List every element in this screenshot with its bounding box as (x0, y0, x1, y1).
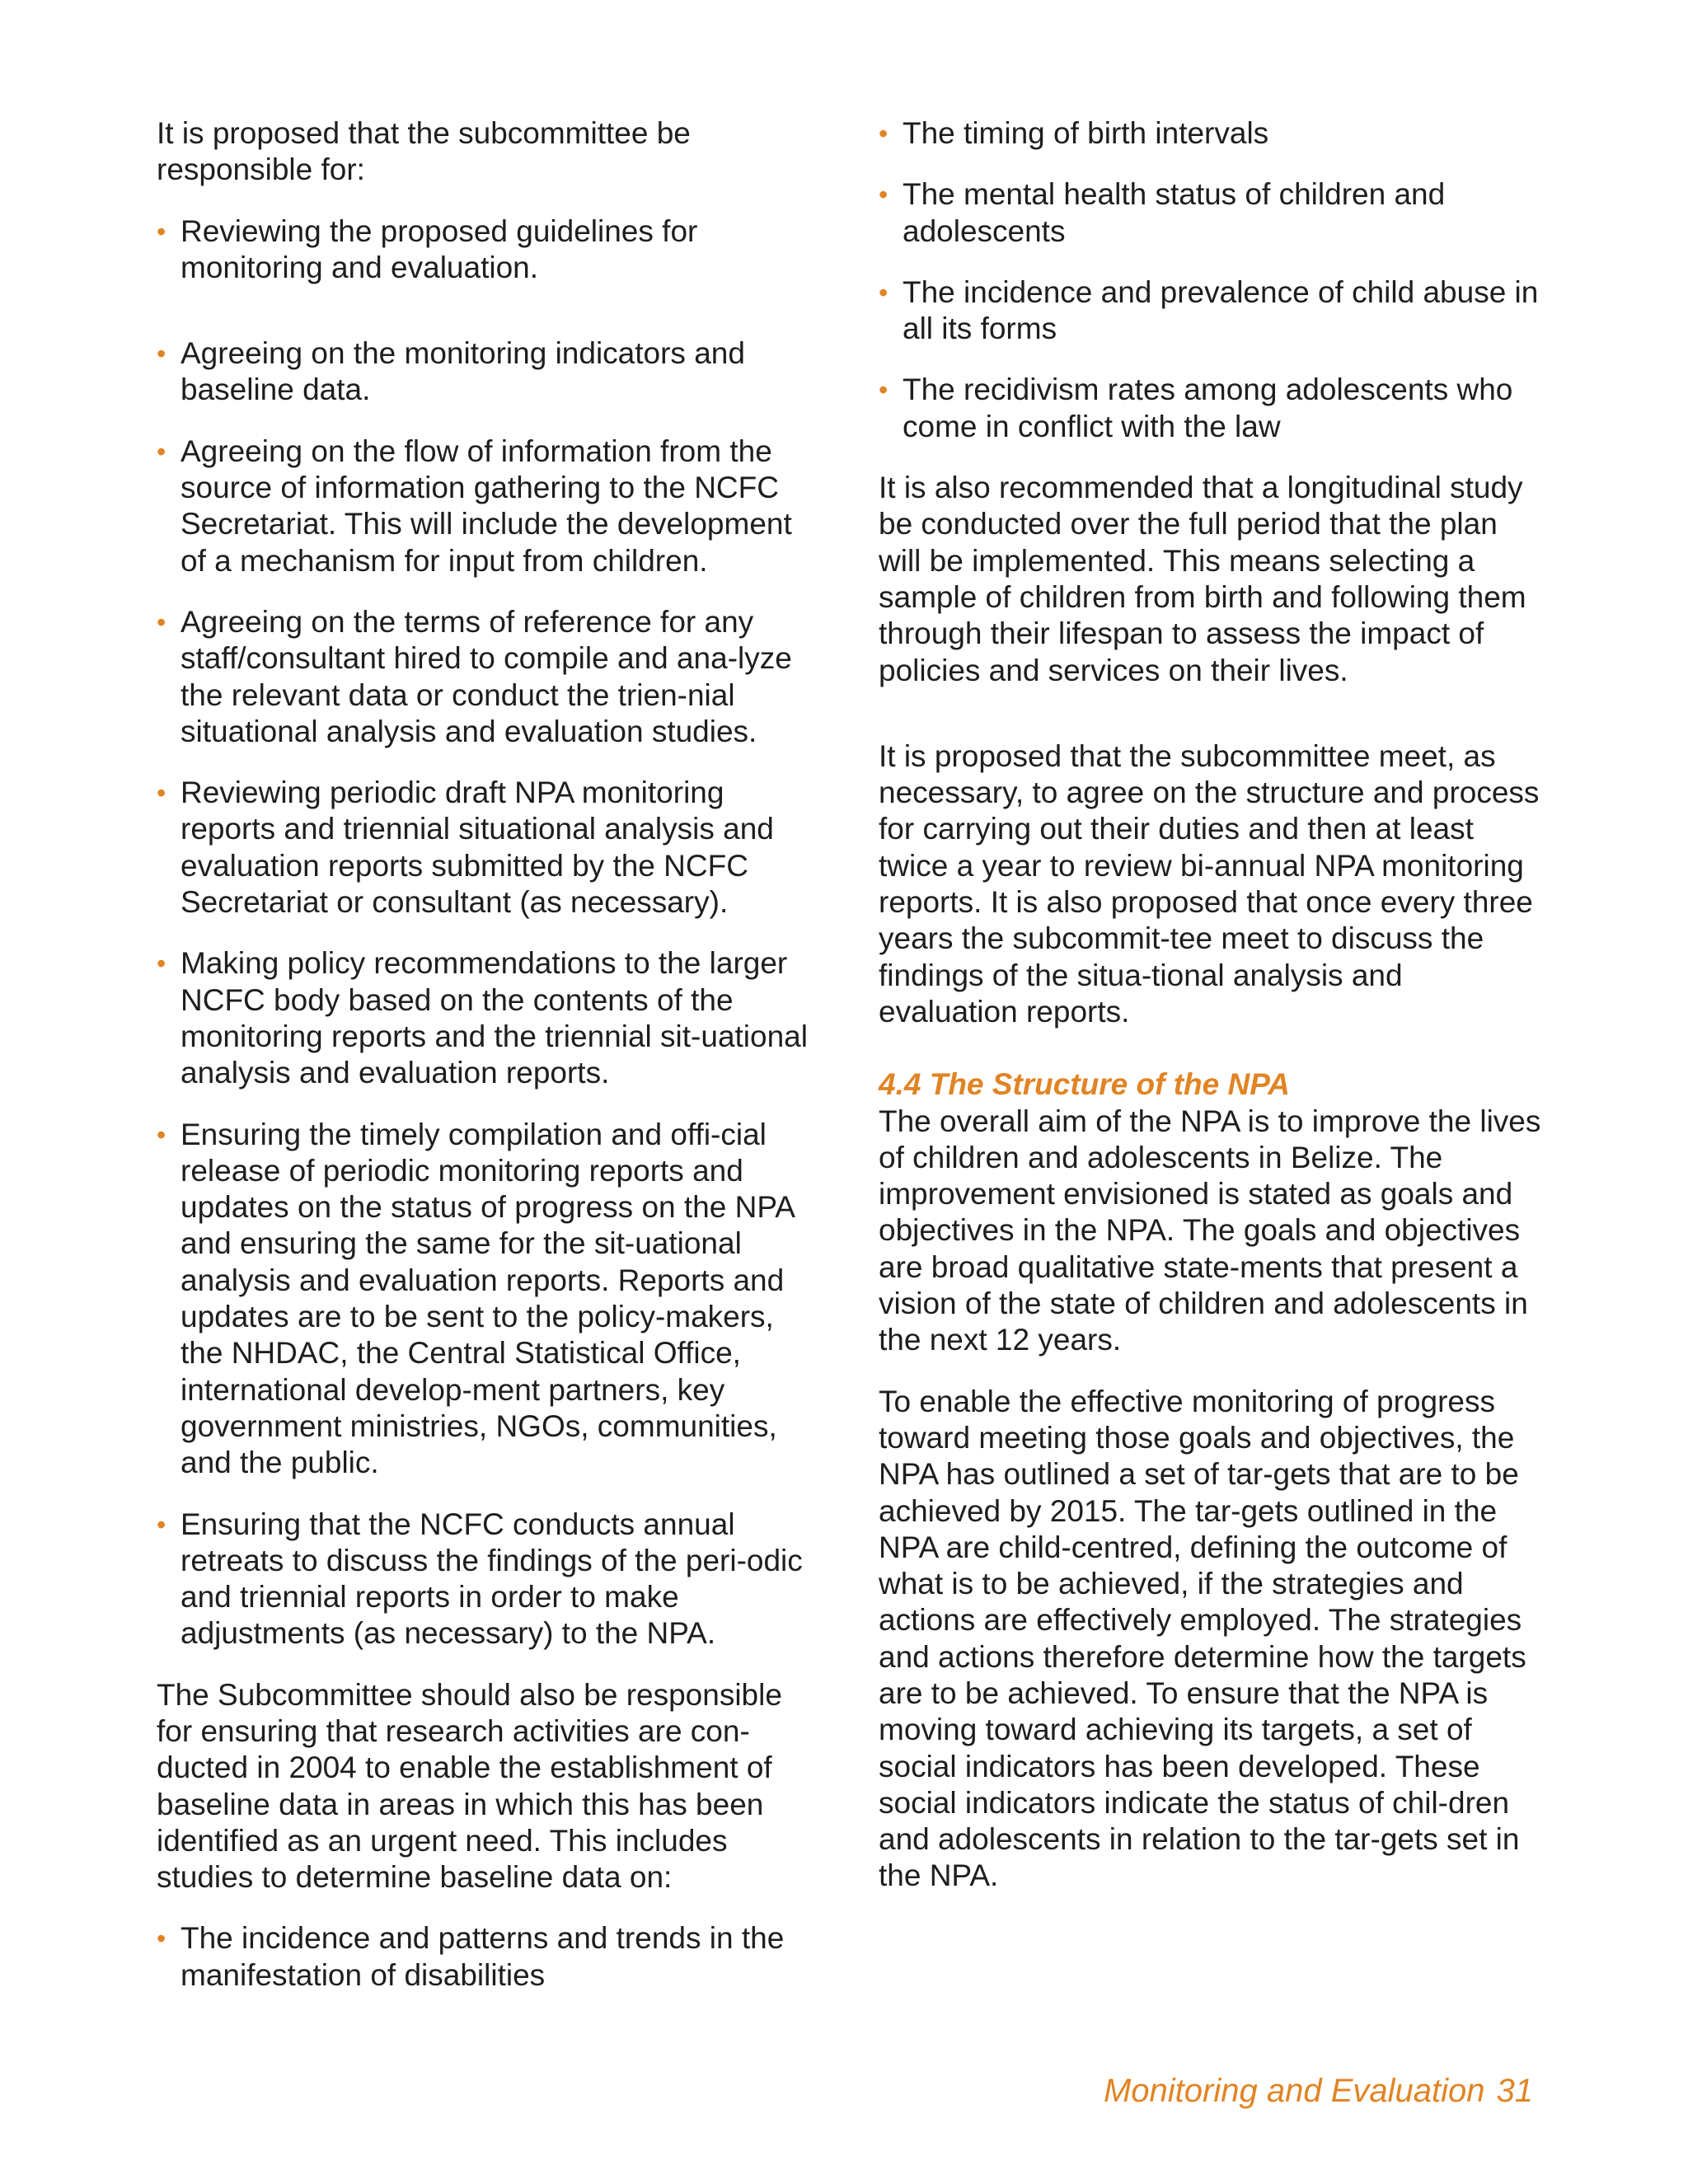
bullet-icon: • (879, 375, 889, 405)
right-column (879, 115, 1548, 1919)
longitudinal-paragraph: It is also recommended that a longitudinal study be conducted over the full period that the plan will be implemented. This means selecting a sample of children from birth and following them through their lifespan to assess the impact of policies and services on their lives. (879, 471, 1526, 687)
research-paragraph: The Subcommittee should also be responsible for ensuring that research activities are con-ducted in 2004 to enable the establishment of baseline data in areas in which this has been identified as an urgent need. This includes studies to determine baseline data on: (157, 1677, 782, 1895)
responsibilities-intro: It is proposed that the subcommittee be responsible for: (157, 116, 691, 187)
bullet-icon: • (879, 119, 889, 148)
section-heading: 4.4 The Structure of the NPA (879, 1067, 1290, 1102)
left-column (157, 115, 816, 2018)
footer-section-title: Monitoring and Evaluation (1103, 2073, 1485, 2109)
bullet-icon: • (157, 778, 166, 808)
list-item: • The mental health status of children and adolescents (879, 177, 1446, 248)
list-item: • Agreeing on the terms of reference for any staff/consultant hired to compile and ana-lyze the relevant data or conduct the trien-nial situational analysis and evaluation studies. (157, 604, 792, 748)
bullet-icon: • (157, 436, 166, 466)
meeting-paragraph: It is proposed that the subcommittee meet, as necessary, to agree on the structure and process for carrying out their duties and then at least twice a year to review bi-annual NPA monitoring reports. It is also proposed that once every three years the subcommit-tee meet to discuss the findings of the situa-tional analysis and evaluation reports. (879, 738, 1540, 1029)
list-item: • The recidivism rates among adolescents who come in conflict with the law (879, 373, 1513, 443)
list-item: • Reviewing the proposed guidelines for monitoring and evaluation. (157, 213, 698, 284)
bullet-icon: • (157, 1509, 166, 1540)
baseline-list-start (157, 1920, 816, 1994)
list-item: • Ensuring the timely compilation and offi-cial release of periodic monitoring reports and updates on the status of progress on the NPA and ensuring the same for the sit-uational analysis and evaluation reports. Reports and updates are to be sent to the policy-makers, the NHDAC, the Central Statistical Office, international develop-ment partners, key government ministries, NGOs, communities, and the public. (157, 1117, 794, 1480)
baseline-list-continued (879, 115, 1548, 445)
list-item: • The incidence and patterns and trends in the manifestation of disabilities (157, 1921, 785, 1992)
bullet-icon: • (879, 277, 889, 307)
page-number: 31 (1496, 2073, 1533, 2109)
list-item: • Ensuring that the NCFC conducts annual retreats to discuss the findings of the peri-odic and triennial reports in order to make adjustments (as necessary) to the NPA. (157, 1507, 803, 1651)
targets-paragraph: To enable the effective monitoring of progress toward meeting those goals and objectives, the NPA has outlined a set of tar-gets that are to be achieved by 2015. The tar-gets outlined in the NPA are child-centred, defining the outcome of what is to be achieved, if the strategies and actions are effectively employed. The strategies and actions therefore determine how the targets are to be achieved. To ensure that the NPA is moving toward achieving its targets, a set of social indicators has been developed. These social indicators indicate the status of chil-dren and adolescents in relation to the tar-gets set in the NPA. (879, 1384, 1526, 1893)
bullet-icon: • (157, 1924, 166, 1954)
bullet-icon: • (157, 607, 166, 637)
bullet-icon: • (157, 1119, 166, 1150)
list-item: • The incidence and prevalence of child abuse in all its forms (879, 274, 1539, 346)
bullet-icon: • (157, 339, 166, 369)
responsibilities-list (157, 213, 816, 1652)
list-item: • The timing of birth intervals (879, 115, 1548, 152)
list-item: • Making policy recommendations to the larger NCFC body based on the contents of the monitoring reports and the triennial sit-uational analysis and evaluation reports. (157, 946, 808, 1090)
bullet-icon: • (157, 216, 166, 246)
bullet-icon: • (157, 949, 166, 979)
bullet-icon: • (879, 180, 889, 210)
page-footer (1104, 2073, 1533, 2110)
list-item: • Agreeing on the flow of information from the source of information gathering to the NCFC Secretariat. This will include the development of a mechanism for input from children. (157, 434, 792, 578)
list-item: • Agreeing on the monitoring indicators and baseline data. (157, 336, 745, 407)
list-item: • Reviewing periodic draft NPA monitoring reports and triennial situational analysis and evaluation reports submitted by the NCFC Secretariat or consultant (as necessary). (157, 776, 774, 920)
aim-paragraph: The overall aim of the NPA is to improve the lives of children and adolescents in Belize. The improvement envisioned is stated as goals and objectives in the NPA. The goals and objectives are broad qualitative state-ments that present a vision of the state of children and adolescents in the next 12 years. (879, 1104, 1541, 1357)
